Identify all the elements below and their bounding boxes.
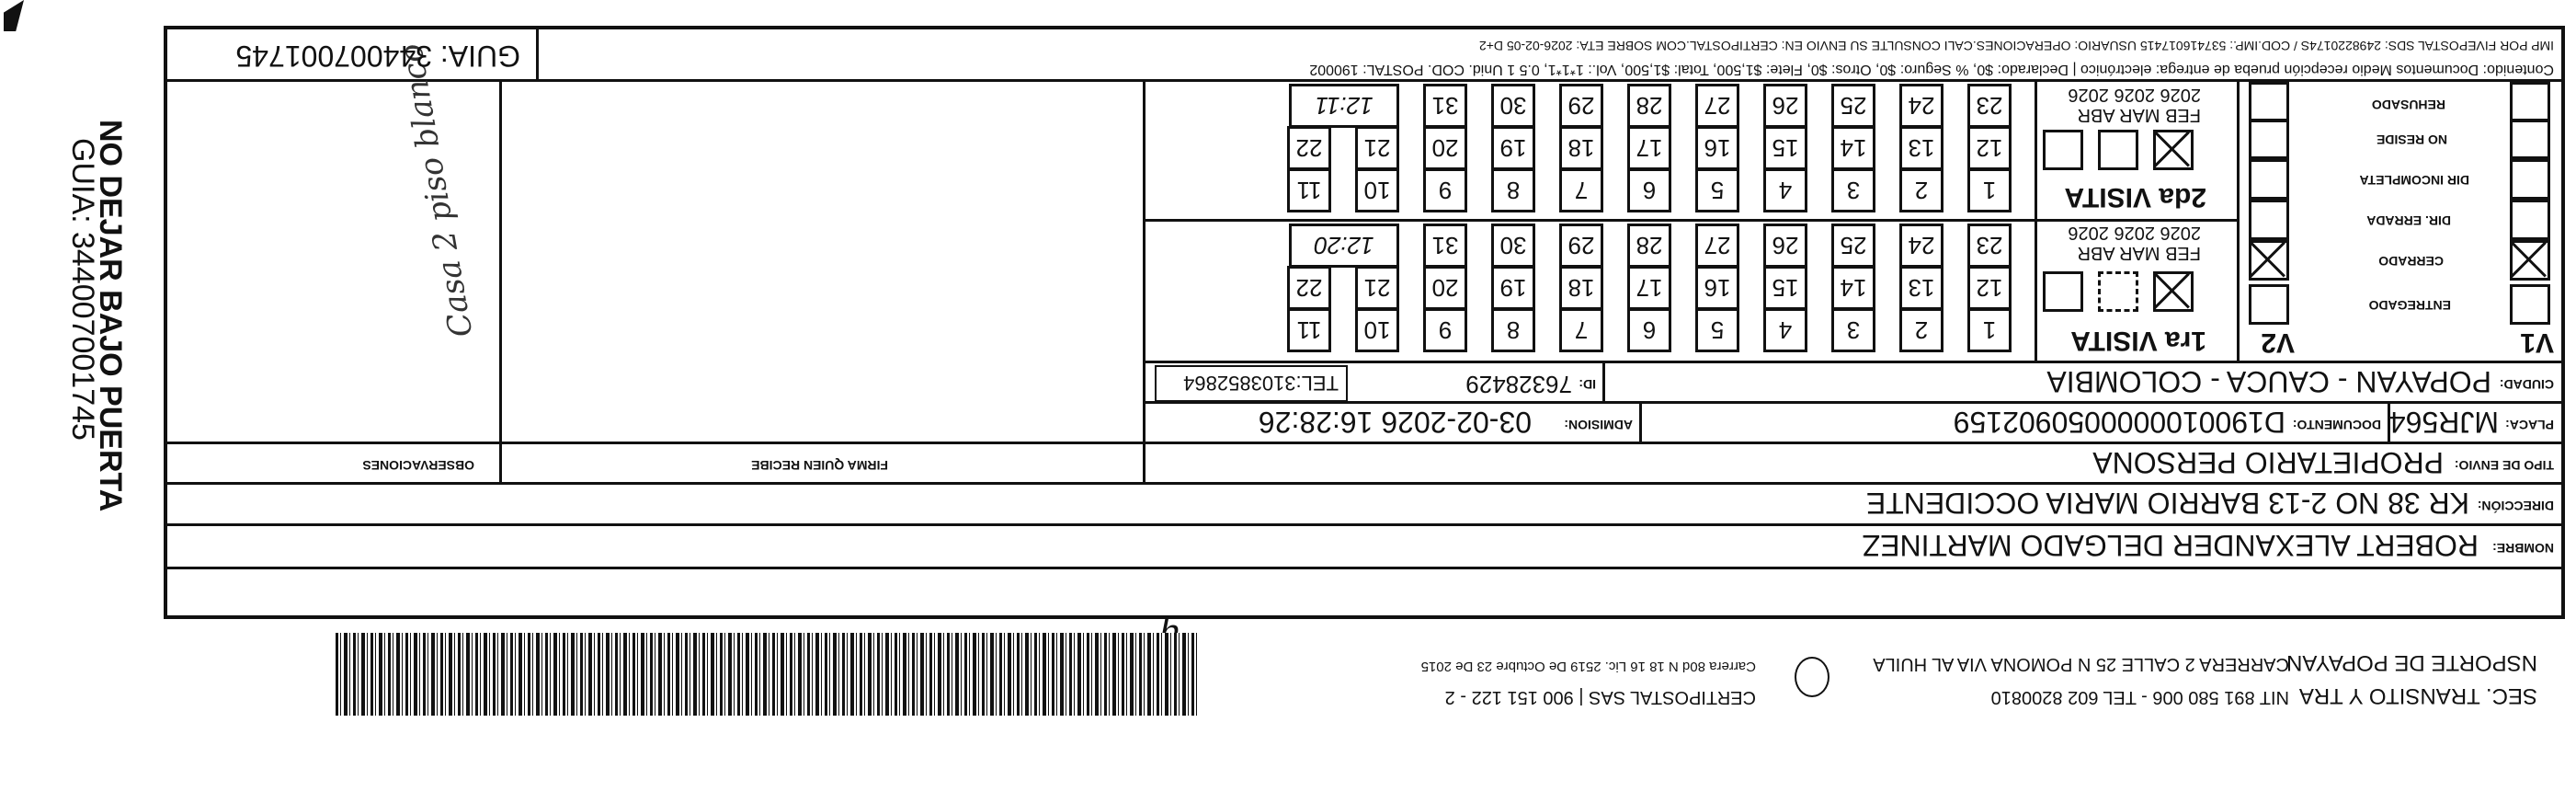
day-cell[interactable]: 27 [1695,84,1739,128]
day-cell[interactable]: 29 [1559,224,1603,268]
day-cell[interactable]: 4 [1763,308,1807,352]
firma-label: FIRMA QUIEN RECIBE [751,458,888,473]
visita1-feb-check[interactable] [2153,271,2194,312]
day-cell[interactable]: 27 [1695,224,1739,268]
day-cell[interactable]: 7 [1559,168,1603,212]
day-cell[interactable]: 12 [1967,266,2012,310]
motivo-v1-entregado[interactable] [2510,284,2550,325]
motivo-v1-dir-incompleta[interactable] [2510,159,2550,200]
visita2-feb-check[interactable] [2153,130,2194,170]
motivo-label: REHUSADO [2371,98,2445,112]
imp-line: IMP POR FIVEPOSTAL SDS: 2498220174S / COD.IMP.: 537416017415 USUARIO: OPERACIONES.CALI CONSULTE SU ENVIO EN: CERTIPOSTAL.COM SOBRE ETA: 2026-02-05 D+2 [1478,39,2554,53]
visita2-day-grid [1155,86,2019,214]
visita2-mar-check[interactable] [2098,130,2138,170]
obs-label: OBSERVACIONES [362,458,474,473]
contenido-line: Contenido: Documentos Medio recepción prueba de entrega: electrónico | Declarado: $0, % Seguro: $0, Otros: $0, Flete: $1,500, Total: $1,500, Vol.: 1*1*1, 0.5 1 Unid. COD. POSTAL: 190002 [1309,62,2554,77]
day-cell[interactable]: 30 [1491,224,1535,268]
day-cell[interactable]: 25 [1831,224,1875,268]
footer-addr: CARRERA 2 CALLE 25 N POMONA VIA AL HUILA [1873,654,2289,674]
motivo-label: CERRADO [2378,254,2444,269]
visita2-years: 2026 2026 2026 [2068,85,2201,105]
visit-time: 12:11 [1289,84,1399,128]
direccion-value: KR 38 NO 2-13 BARRIO MARIA OCCIDENTE [1865,487,2469,520]
motivo-v2-entregado[interactable] [2249,284,2289,325]
day-cell[interactable]: 21 [1355,126,1399,170]
visita1-months: FEB MAR ABR [2077,243,2201,263]
day-cell[interactable]: 22 [1287,266,1331,310]
motivo-label: NO RESIDE [2376,132,2447,147]
day-cell[interactable]: 28 [1627,224,1671,268]
day-cell[interactable]: 23 [1967,84,2012,128]
day-cell[interactable]: 26 [1763,224,1807,268]
day-cell[interactable]: 21 [1355,266,1399,310]
visita1-years: 2026 2026 2026 [2068,223,2201,243]
motivo-v1-rehusado[interactable] [2510,82,2550,122]
day-cell[interactable]: 4 [1763,168,1807,212]
footer [1250,637,2537,710]
certipostal-logo-icon [1795,657,1829,697]
barcode [336,633,1198,716]
day-cell[interactable]: 30 [1491,84,1535,128]
visita2-months: FEB MAR ABR [2077,105,2201,125]
day-cell[interactable]: 15 [1763,126,1807,170]
day-cell[interactable]: 28 [1627,84,1671,128]
day-cell[interactable]: 8 [1491,308,1535,352]
motivo-label: DIR INCOMPLETA [2359,173,2469,188]
visita2-abr-check[interactable] [2043,130,2083,170]
footer-nit: NIT 891 580 006 - TEL 602 8200810 [1990,687,2289,707]
v1-label: V1 [2520,327,2554,358]
visita2-title: 2da VISITA [2064,182,2206,212]
tel-value: TEL:3103852864 [1183,372,1339,395]
visita1-abr-check[interactable] [2043,271,2083,312]
documento-label: DOCUMENTO: [2292,418,2381,432]
day-cell[interactable]: 7 [1559,308,1603,352]
motivo-v2-dir-errada[interactable] [2249,200,2289,240]
guia-box: GUIA: 344007001745 [235,40,520,73]
day-cell[interactable]: 25 [1831,84,1875,128]
day-cell[interactable]: 10 [1355,308,1399,352]
day-cell[interactable]: 24 [1899,84,1943,128]
day-cell[interactable]: 14 [1831,266,1875,310]
nombre-label: NOMBRE: [2492,541,2554,556]
ciudad-value: POPAYAN - CAUCA - COLOMBIA [2046,365,2491,398]
day-cell[interactable]: 10 [1355,168,1399,212]
day-cell[interactable]: 16 [1695,266,1739,310]
day-cell[interactable]: 9 [1423,168,1467,212]
side-guia: GUIA: 344007001745 [65,138,100,441]
tipo-value: PROPIETARIO PERSONA [2092,446,2444,479]
motivo-v1-no-reside[interactable] [2510,119,2550,159]
day-cell[interactable]: 3 [1831,308,1875,352]
day-cell[interactable]: 8 [1491,168,1535,212]
day-cell[interactable]: 31 [1423,224,1467,268]
admision-value: 03-02-2026 16:28:26 [1258,406,1532,439]
day-cell[interactable]: 16 [1695,126,1739,170]
day-cell[interactable]: 19 [1491,266,1535,310]
direccion-label: DIRECCIÓN: [2477,499,2554,513]
tipo-label: TIPO DE ENVIO: [2454,458,2554,473]
day-cell[interactable]: 26 [1763,84,1807,128]
day-cell[interactable]: 13 [1899,126,1943,170]
day-cell[interactable]: 1 [1967,308,2012,352]
motivo-label: DIR. ERRADA [2366,213,2451,228]
day-cell[interactable]: 6 [1627,168,1671,212]
corner-mark-icon [4,0,24,31]
day-cell[interactable]: 17 [1627,126,1671,170]
day-cell[interactable]: 2 [1899,168,1943,212]
day-cell[interactable]: 17 [1627,266,1671,310]
day-cell[interactable]: 11 [1287,308,1331,352]
day-cell[interactable]: 24 [1899,224,1943,268]
day-cell[interactable]: 23 [1967,224,2012,268]
visit-time: 12:20 [1289,224,1399,268]
nombre-value: ROBERT ALEXANDER DELGADO MARTINEZ [1862,529,2479,562]
day-cell[interactable]: 15 [1763,266,1807,310]
motivo-v1-cerrado[interactable] [2510,240,2550,281]
day-cell[interactable]: 11 [1287,168,1331,212]
day-cell[interactable]: 12 [1967,126,2012,170]
day-cell[interactable]: 22 [1287,126,1331,170]
side-title: NO DEJAR BAJO PUERTA [93,120,128,512]
visita1-title: 1ra VISITA [2070,326,2206,356]
form-flipped-content [167,29,2561,615]
visita1-mar-check[interactable] [2098,271,2138,312]
day-cell[interactable]: 18 [1559,126,1603,170]
motivo-v2-no-reside[interactable] [2249,119,2289,159]
day-cell[interactable]: 14 [1831,126,1875,170]
ciudad-label: CIUDAD: [2499,377,2554,392]
day-cell[interactable]: 13 [1899,266,1943,310]
shipping-form [164,26,2565,619]
day-cell[interactable]: 2 [1899,308,1943,352]
day-cell[interactable]: 19 [1491,126,1535,170]
day-cell[interactable]: 20 [1423,126,1467,170]
motivo-v2-rehusado[interactable] [2249,82,2289,122]
v2-label: V2 [2261,327,2295,358]
footer-sec-line1: SEC. TRANSITO Y TRA [2298,683,2537,708]
day-cell[interactable]: 29 [1559,84,1603,128]
day-cell[interactable]: 20 [1423,266,1467,310]
day-cell[interactable]: 6 [1627,308,1671,352]
footer-sec-line2: NSPORTE DE POPAYAN [2286,650,2537,675]
day-cell[interactable]: 3 [1831,168,1875,212]
footer-certi: CERTIPOSTAL SAS | 900 151 122 - 2 [1444,687,1756,707]
admision-label: ADMISION: [1564,418,1633,432]
motivo-v2-dir-incompleta[interactable] [2249,159,2289,200]
day-cell[interactable]: 31 [1423,84,1467,128]
documento-value: D1900100000050902159 [1953,406,2285,439]
motivo-label: ENTREGADO [2368,298,2451,313]
visita1-day-grid [1155,225,2019,354]
day-cell[interactable]: 5 [1695,308,1739,352]
day-cell[interactable]: 18 [1559,266,1603,310]
footer-certi-addr: Carrera 80d N 18 16 Lic. 2519 De Octubre 23 De 2015 [1420,659,1756,674]
obs-handwritten-note: Casa 2 piso blanco [392,40,481,340]
motivo-v2-cerrado[interactable] [2249,240,2289,281]
id-value: 76328429 [1465,371,1572,398]
motivo-v1-dir-errada[interactable] [2510,200,2550,240]
placa-label: PLACA: [2505,418,2554,432]
placa-value: MJR564 [2388,406,2499,439]
day-cell[interactable]: 9 [1423,308,1467,352]
id-label: ID: [1579,377,1596,392]
day-cell[interactable]: 1 [1967,168,2012,212]
day-cell[interactable]: 5 [1695,168,1739,212]
